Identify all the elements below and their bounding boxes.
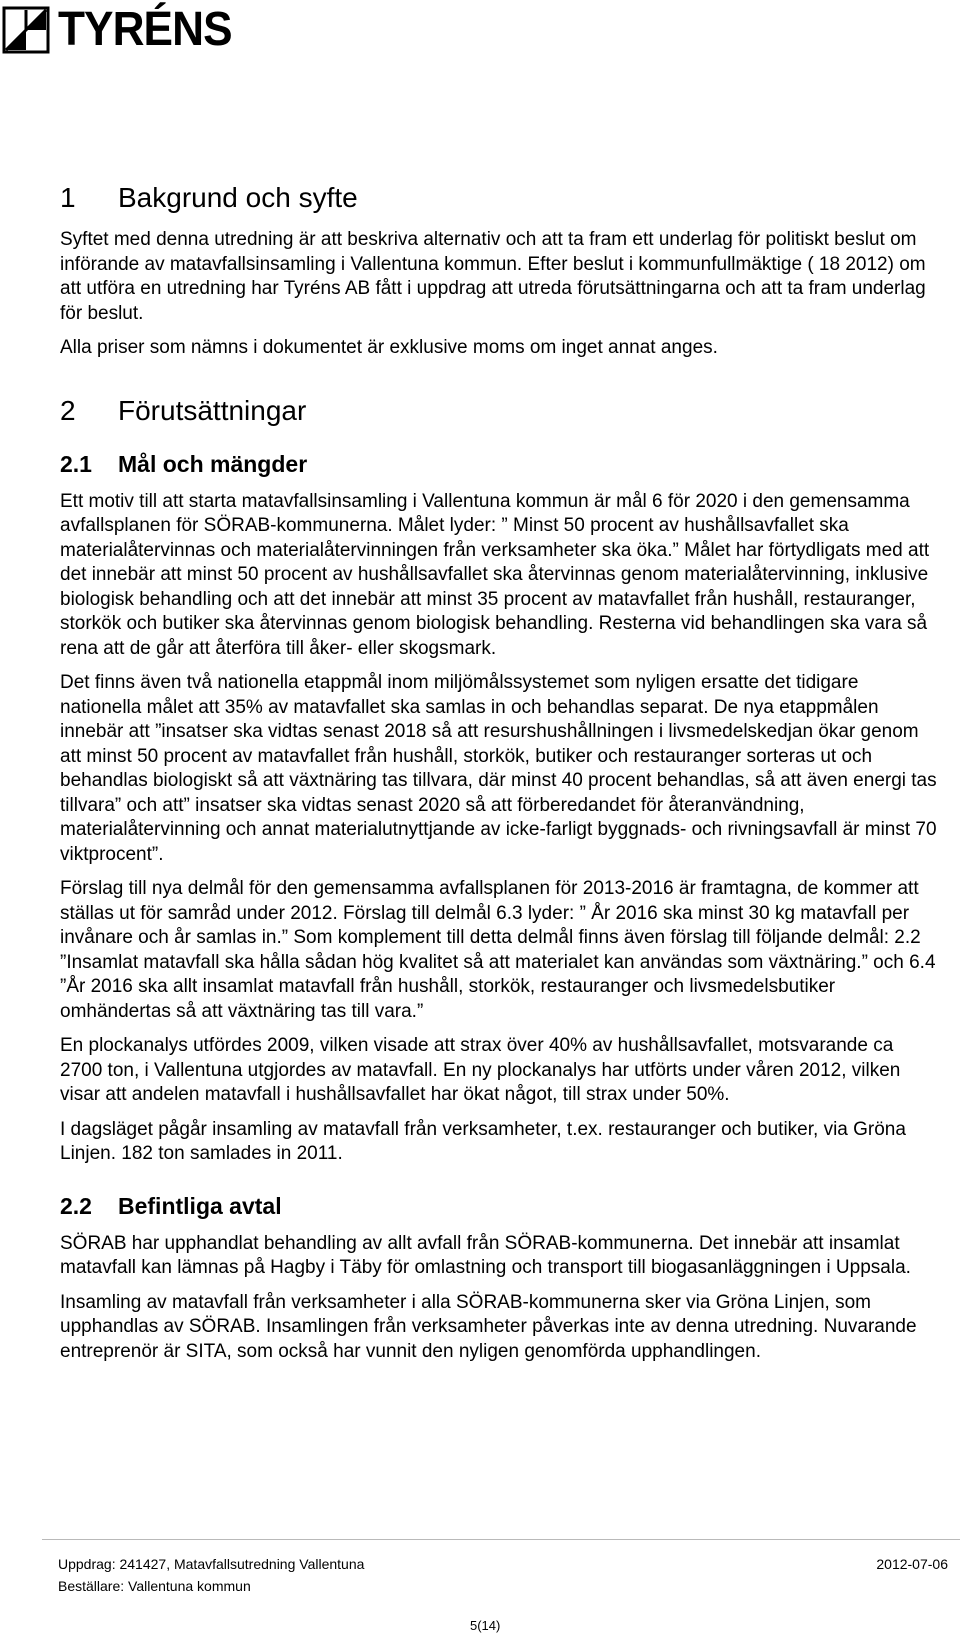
subsection-number: 2.2 <box>60 1192 92 1219</box>
paragraph: Insamling av matavfall från verksamheter i alla SÖRAB-kommunerna sker via Gröna Linjen, som upphandlas av SÖRAB. Insamlingen från verksamheter påverkas inte av denna utredning. Nuvarande entreprenör är SITA, som också har vunnit den nyligen genomförda upphandlingen. <box>60 1291 917 1362</box>
subsection-title: Befintliga avtal <box>118 1192 282 1219</box>
section-number: 2 <box>60 394 76 426</box>
tyrens-logo <box>2 3 247 56</box>
section-heading-2 <box>60 391 940 431</box>
section-number: 1 <box>60 182 76 213</box>
paragraph: Alla priser som nämns i dokumentet är exklusive moms om inget annat anges. <box>60 337 718 358</box>
footer-client: Beställare: Vallentuna kommun <box>58 1578 251 1594</box>
subsection-heading-2-1 <box>60 447 940 481</box>
subsection-number: 2.1 <box>60 450 92 477</box>
paragraph: En plockanalys utfördes 2009, vilken visade att strax över 40% av hushållsavfallet, motsvarande ca 2700 ton, i Vallentuna utgjordes av matavfall. En ny plockanalys har utförts under våren 2012, vilken visar att andelen matavfall i hushållsavfallet har ökat något, till strax under 50%. <box>60 1035 901 1105</box>
document-body <box>60 178 940 1364</box>
paragraph: Syftet med denna utredning är att beskriva alternativ och att ta fram ett underlag för politiskt beslut om införande av matavfallsinsamling i Vallentuna kommun. Efter beslut i kommunfullmäktige ( 18 2012) om att utföra en utredning har Tyréns AB fått i uppdrag att utreda förutsättningarna och att ta fram underlag för beslut. <box>60 229 926 324</box>
paragraph: Det finns även två nationella etappmål inom miljömålssystemet som nyligen ersatte det tidigare nationella målet att 35% av matavfallet ska samlas in och behandlas separat. De nya etappmålen innebär att ”insatser ska vidtas senast 2018 så att resurshushållningen i livsmedelskedjan ökar genom att minst 50 procent av matavfallet från hushåll, storkök, butiker och restauranger sorteras ut och behandlas biologiskt så att växtnäring tas tillvara, där minst 40 procent behandlas, så att även energi tas tillvara” och att” insatser ska vidtas senast 2020 så att förberedandet för återanvändning, materialåtervinning och annat materialutnyttjande av icke-farligt byggnads- och rivningsavfall är minst 70 viktprocent”. <box>60 672 937 865</box>
section-title: Förutsättningar <box>118 394 307 426</box>
footer-assignment: Uppdrag: 241427, Matavfallsutredning Vallentuna <box>58 1556 365 1572</box>
footer-divider <box>42 1539 960 1540</box>
page-number: 5(14) <box>470 1618 501 1633</box>
paragraph: Förslag till nya delmål för den gemensamma avfallsplanen för 2013-2016 är framtagna, de kommer att ställas ut för samråd under 2012. Förslag till delmål 6.3 lyder: ” År 2016 ska minst 30 kg matavfall per invånare och år samlas in.” Som komplement till detta delmål finns även förslag till följande delmål: 2.2 ”Insamlat matavfall ska hålla sådan hög kvalitet så att materialet kan användas som växtnäring.” och 6.4 ”År 2016 ska allt insamlat matavfall från hushåll, storkök, restauranger och livsmedelsbutiker omhändertas så att växtnäring tas till vara.” <box>60 878 936 1022</box>
paragraph: Ett motiv till att starta matavfallsinsamling i Vallentuna kommun är mål 6 för 2020 i den gemensamma avfallsplanen för SÖRAB-kommunerna. Målet lyder: ” Minst 50 procent av hushållsavfallet ska materialåtervinnas och materialåtervinningen från verksamheter ska öka.” Målet har förtydligats med att det innebär att minst 50 procent av hushållsavfallet ska återvinnas genom materialåtervinning, inklusive biologisk behandling och att det innebär att minst 35 procent av matavfallet från hushåll, restauranger, storkök och butiker ska återvinnas genom biologisk behandling. Resterna vid behandlingen ska vara så rena att de går att återföra till åker- eller skogsmark. <box>60 490 930 659</box>
section-title: Bakgrund och syfte <box>118 182 358 213</box>
logo-wordmark: TYRÉNS <box>58 3 232 56</box>
tyrens-logo-mark-icon <box>2 6 50 54</box>
footer-date: 2012-07-06 <box>876 1556 948 1572</box>
paragraph: I dagsläget pågår insamling av matavfall från verksamheter, t.ex. restauranger och butiker, via Gröna Linjen. 182 ton samlades in 2011. <box>60 1118 906 1164</box>
subsection-heading-2-2 <box>60 1189 940 1223</box>
subsection-title: Mål och mängder <box>118 450 308 477</box>
paragraph: SÖRAB har upphandlat behandling av allt avfall från SÖRAB-kommunerna. Det innebär att insamlat matavfall kan lämnas på Hagby i Täby för omlastning och transport till biogasanläggningen i Uppsala. <box>60 1232 911 1278</box>
section-heading-1 <box>60 178 940 218</box>
